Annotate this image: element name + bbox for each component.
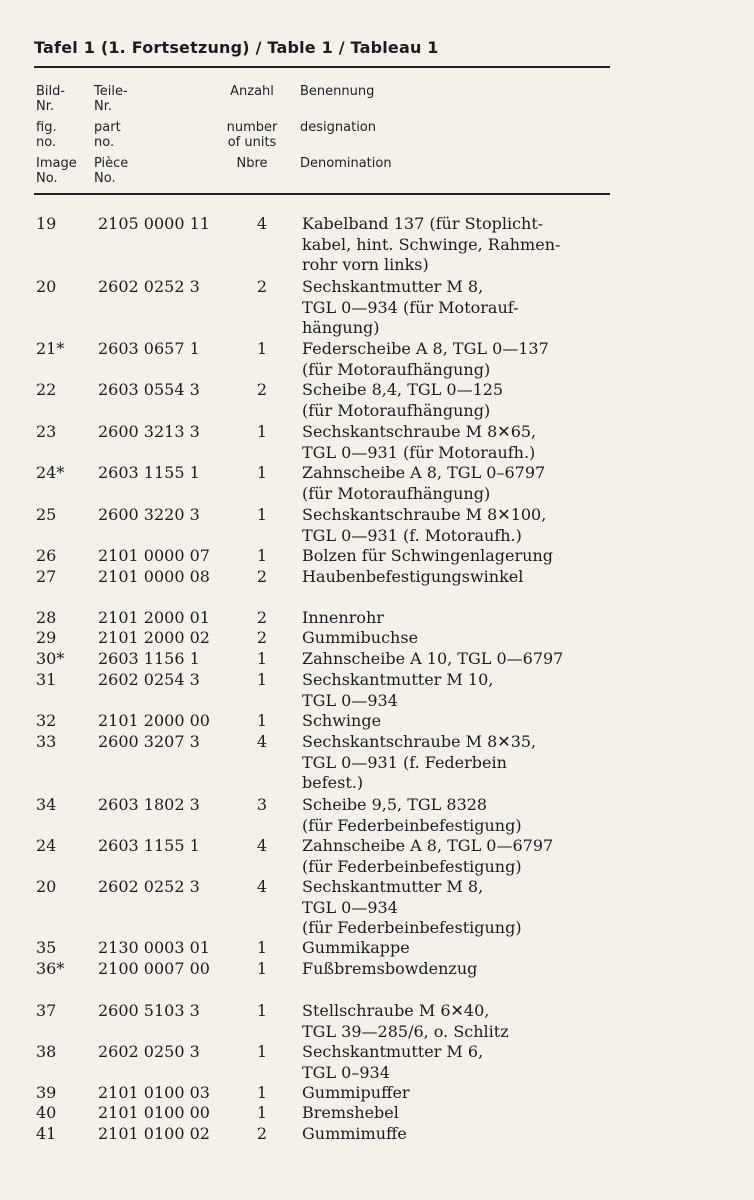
image-no-cell: 20 bbox=[36, 877, 57, 896]
designation-cell bbox=[302, 1042, 632, 1083]
part-no-cell: 2130 0003 01 bbox=[98, 938, 210, 957]
quantity-cell: 2 bbox=[256, 567, 268, 586]
designation-line: befest.) bbox=[302, 773, 364, 792]
image-no-cell: 24* bbox=[36, 463, 65, 482]
quantity-cell: 1 bbox=[256, 938, 268, 957]
designation-cell bbox=[302, 214, 632, 276]
designation-cell bbox=[302, 1124, 632, 1145]
image-no-cell: 41 bbox=[36, 1124, 57, 1143]
part-no-cell: 2100 0007 00 bbox=[98, 959, 210, 978]
designation-cell bbox=[302, 339, 632, 380]
header-part-no: Teile- Nr. part no. Pièce No. bbox=[94, 84, 129, 186]
quantity-cell: 2 bbox=[256, 608, 268, 627]
quantity-cell: 1 bbox=[256, 463, 268, 482]
part-no-cell: 2101 2000 02 bbox=[98, 628, 210, 647]
designation-cell bbox=[302, 836, 632, 877]
designation-cell bbox=[302, 795, 632, 836]
designation-cell bbox=[302, 505, 632, 546]
designation-cell bbox=[302, 938, 632, 959]
designation-line: (für Motoraufhängung) bbox=[302, 359, 491, 379]
image-no-cell: 19 bbox=[36, 214, 57, 233]
quantity-cell: 1 bbox=[256, 649, 268, 668]
quantity-cell: 1 bbox=[256, 670, 268, 689]
designation-cell bbox=[302, 608, 632, 629]
designation-line: TGL 0—934 bbox=[302, 690, 398, 710]
part-no-cell: 2603 1156 1 bbox=[98, 649, 200, 668]
designation-cell bbox=[302, 649, 632, 670]
part-no-cell: 2603 0554 3 bbox=[98, 380, 200, 399]
part-no-cell: 2101 0100 02 bbox=[98, 1124, 210, 1143]
image-no-cell: 35 bbox=[36, 938, 57, 957]
header-top-rule bbox=[34, 66, 610, 68]
image-no-cell: 38 bbox=[36, 1042, 57, 1061]
quantity-cell: 1 bbox=[256, 1042, 268, 1061]
designation-line: Scheibe 9,5, TGL 8328 bbox=[302, 795, 488, 814]
designation-line: Gummibuchse bbox=[302, 628, 419, 647]
designation-cell bbox=[302, 546, 632, 567]
designation-line: TGL 0—934 (für Motorauf- bbox=[302, 297, 519, 317]
designation-line: TGL 39—285/6, o. Schlitz bbox=[302, 1021, 509, 1041]
designation-cell bbox=[302, 1103, 632, 1124]
designation-line: Gummipuffer bbox=[302, 1083, 410, 1102]
part-no-cell: 2603 1155 1 bbox=[98, 463, 200, 482]
designation-line: Sechskantschraube M 8✕100, bbox=[302, 505, 547, 524]
quantity-cell: 3 bbox=[256, 795, 268, 814]
designation-cell bbox=[302, 380, 632, 421]
header-quantity: Anzahl number of units Nbre bbox=[226, 84, 278, 171]
quantity-cell: 1 bbox=[256, 1103, 268, 1122]
designation-cell bbox=[302, 463, 632, 504]
image-no-cell: 33 bbox=[36, 732, 57, 751]
designation-line: Innenrohr bbox=[302, 608, 384, 627]
part-no-cell: 2603 1802 3 bbox=[98, 795, 200, 814]
part-no-cell: 2600 5103 3 bbox=[98, 1001, 200, 1020]
quantity-cell: 1 bbox=[256, 422, 268, 441]
part-no-cell: 2101 2000 00 bbox=[98, 711, 210, 730]
part-no-cell: 2101 2000 01 bbox=[98, 608, 210, 627]
quantity-cell: 1 bbox=[256, 546, 268, 565]
designation-line: Zahnscheibe A 8, TGL 0—6797 bbox=[302, 836, 554, 855]
designation-cell bbox=[302, 567, 632, 588]
designation-line: Fußbremsbowdenzug bbox=[302, 959, 478, 978]
part-no-cell: 2101 0100 00 bbox=[98, 1103, 210, 1122]
designation-line: Sechskantmutter M 10, bbox=[302, 670, 494, 689]
designation-line: kabel, hint. Schwinge, Rahmen- bbox=[302, 234, 561, 254]
designation-line: (für Motoraufhängung) bbox=[302, 400, 491, 420]
image-no-cell: 25 bbox=[36, 505, 57, 524]
part-no-cell: 2602 0250 3 bbox=[98, 1042, 200, 1061]
part-no-cell: 2602 0254 3 bbox=[98, 670, 200, 689]
designation-line: Gummikappe bbox=[302, 938, 410, 957]
designation-line: (für Federbeinbefestigung) bbox=[302, 856, 522, 876]
designation-line: (für Motoraufhängung) bbox=[302, 483, 491, 503]
image-no-cell: 29 bbox=[36, 628, 57, 647]
image-no-cell: 40 bbox=[36, 1103, 57, 1122]
designation-line: Sechskantmutter M 6, bbox=[302, 1042, 484, 1061]
designation-line: Scheibe 8,4, TGL 0—125 bbox=[302, 380, 504, 399]
part-no-cell: 2600 3207 3 bbox=[98, 732, 200, 751]
part-no-cell: 2603 0657 1 bbox=[98, 339, 200, 358]
designation-cell bbox=[302, 1083, 632, 1104]
designation-line: TGL 0–934 bbox=[302, 1062, 390, 1082]
image-no-cell: 27 bbox=[36, 567, 57, 586]
quantity-cell: 2 bbox=[256, 1124, 268, 1143]
designation-line: hängung) bbox=[302, 318, 380, 337]
part-no-cell: 2602 0252 3 bbox=[98, 277, 200, 296]
designation-cell bbox=[302, 628, 632, 649]
quantity-cell: 4 bbox=[256, 214, 268, 233]
image-no-cell: 22 bbox=[36, 380, 57, 399]
designation-cell bbox=[302, 277, 632, 339]
designation-cell bbox=[302, 959, 632, 980]
part-no-cell: 2101 0100 03 bbox=[98, 1083, 210, 1102]
quantity-cell: 1 bbox=[256, 959, 268, 978]
image-no-cell: 31 bbox=[36, 670, 57, 689]
designation-line: TGL 0—931 (f. Federbein bbox=[302, 752, 507, 772]
image-no-cell: 37 bbox=[36, 1001, 57, 1020]
designation-line: (für Federbeinbefestigung) bbox=[302, 918, 522, 937]
designation-line: TGL 0—931 (für Motoraufh.) bbox=[302, 442, 536, 462]
image-no-cell: 24 bbox=[36, 836, 57, 855]
quantity-cell: 1 bbox=[256, 505, 268, 524]
image-no-cell: 30* bbox=[36, 649, 65, 668]
quantity-cell: 4 bbox=[256, 836, 268, 855]
designation-line: TGL 0—931 (f. Motoraufh.) bbox=[302, 525, 522, 545]
quantity-cell: 1 bbox=[256, 1001, 268, 1020]
designation-line: Haubenbefestigungswinkel bbox=[302, 567, 524, 586]
designation-line: (für Federbeinbefestigung) bbox=[302, 815, 522, 835]
part-no-cell: 2602 0252 3 bbox=[98, 877, 200, 896]
image-no-cell: 34 bbox=[36, 795, 57, 814]
part-no-cell: 2600 3213 3 bbox=[98, 422, 200, 441]
designation-line: Sechskantschraube M 8✕35, bbox=[302, 732, 537, 751]
part-no-cell: 2101 0000 08 bbox=[98, 567, 210, 586]
designation-cell bbox=[302, 877, 632, 939]
designation-line: rohr vorn links) bbox=[302, 255, 429, 274]
image-no-cell: 23 bbox=[36, 422, 57, 441]
quantity-cell: 1 bbox=[256, 711, 268, 730]
quantity-cell: 1 bbox=[256, 339, 268, 358]
designation-line: Schwinge bbox=[302, 711, 382, 730]
quantity-cell: 2 bbox=[256, 380, 268, 399]
designation-line: Sechskantmutter M 8, bbox=[302, 877, 484, 896]
designation-line: Gummimuffe bbox=[302, 1124, 407, 1143]
quantity-cell: 4 bbox=[256, 732, 268, 751]
quantity-cell: 4 bbox=[256, 877, 268, 896]
designation-cell bbox=[302, 711, 632, 732]
designation-line: Kabelband 137 (für Stoplicht- bbox=[302, 214, 544, 233]
part-no-cell: 2600 3220 3 bbox=[98, 505, 200, 524]
designation-cell bbox=[302, 1001, 632, 1042]
designation-cell bbox=[302, 732, 632, 794]
image-no-cell: 36* bbox=[36, 959, 65, 978]
image-no-cell: 26 bbox=[36, 546, 57, 565]
part-no-cell: 2603 1155 1 bbox=[98, 836, 200, 855]
designation-line: Bolzen für Schwingenlagerung bbox=[302, 546, 553, 565]
quantity-cell: 1 bbox=[256, 1083, 268, 1102]
designation-line: Sechskantschraube M 8✕65, bbox=[302, 422, 537, 441]
image-no-cell: 21* bbox=[36, 339, 65, 358]
designation-line: Bremshebel bbox=[302, 1103, 399, 1122]
designation-line: Sechskantmutter M 8, bbox=[302, 277, 484, 296]
part-no-cell: 2105 0000 11 bbox=[98, 214, 210, 233]
quantity-cell: 2 bbox=[256, 277, 268, 296]
header-designation: Benennung designation Denomination bbox=[300, 84, 392, 171]
header-image-no: Bild- Nr. fig. no. Image No. bbox=[36, 84, 77, 186]
image-no-cell: 20 bbox=[36, 277, 57, 296]
quantity-cell: 2 bbox=[256, 628, 268, 647]
image-no-cell: 32 bbox=[36, 711, 57, 730]
designation-line: Zahnscheibe A 10, TGL 0—6797 bbox=[302, 649, 564, 668]
image-no-cell: 28 bbox=[36, 608, 57, 627]
designation-line: TGL 0—934 bbox=[302, 897, 398, 917]
image-no-cell: 39 bbox=[36, 1083, 57, 1102]
designation-line: Federscheibe A 8, TGL 0—137 bbox=[302, 339, 549, 358]
designation-line: Stellschraube M 6✕40, bbox=[302, 1001, 490, 1020]
part-no-cell: 2101 0000 07 bbox=[98, 546, 210, 565]
designation-cell bbox=[302, 422, 632, 463]
designation-cell bbox=[302, 670, 632, 711]
page-title: Tafel 1 (1. Fortsetzung) / Table 1 / Tableau 1 bbox=[34, 38, 439, 57]
designation-line: Zahnscheibe A 8, TGL 0–6797 bbox=[302, 463, 546, 482]
header-bottom-rule bbox=[34, 193, 610, 195]
